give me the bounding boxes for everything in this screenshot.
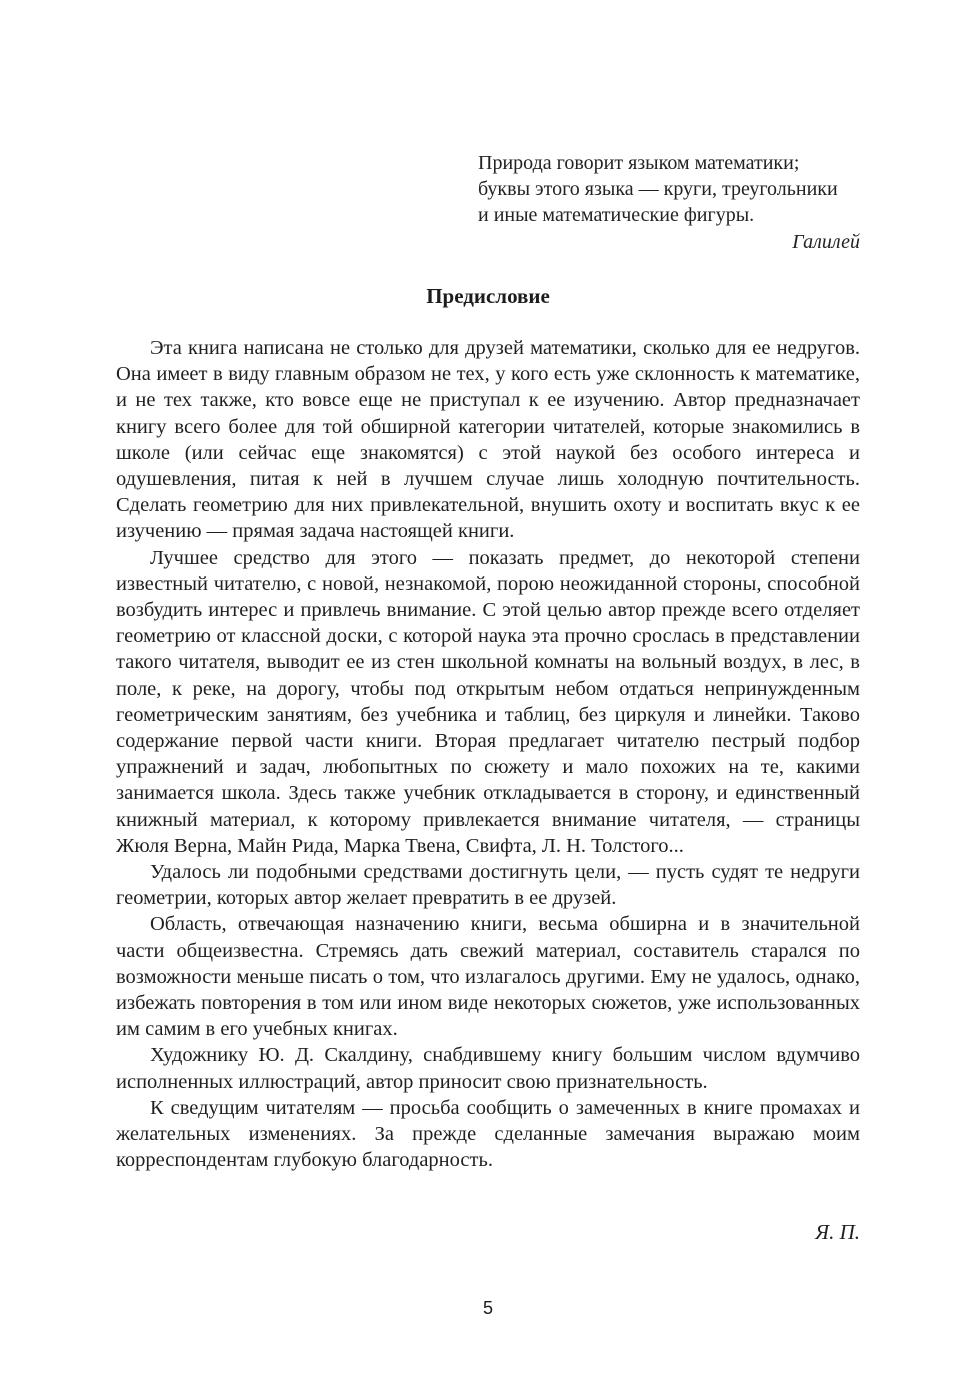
epigraph-line: Природа говорит языком математики;: [478, 152, 800, 174]
epigraph: [478, 150, 860, 255]
paragraph: Лучшее средство для этого — показать предмет, до некоторой степени известный читателю, с новой, незнакомой, порою неожиданной стороны, способной возбудить интерес и привлечь внимание. С этой целью автор прежде всего отделяет геометрию от классной доски, с которой наука эта прочно срослась в представлении такого читателя, выводит ее из стен школьной комнаты на вольный воздух, в лес, в поле, к реке, на дорогу, чтобы под открытым небом отдаться непринужденным геометрическим занятиям, без учебника и таблиц, без циркуля и линейки. Таково содержание первой части книги. Вторая предлагает читателю пестрый подбор упражнений и задач, любопытных по сюжету и мало похожих на те, какими занимается школа. Здесь также учебник откладывается в сторону, и единственный книжный материал, к которому привлекается внимание читателя, — страницы Жюля Верна, Майн Рида, Марка Твена, Свифта, Л. Н. Толстого...: [116, 546, 860, 857]
preface-body: [116, 335, 860, 1174]
paragraph: Удалось ли подобными средствами достигнуть цели, — пусть судят те недруги геометрии, которых автор желает превратить в ее друзей.: [116, 861, 860, 910]
epigraph-line: буквы этого языка — круги, треугольники: [478, 178, 838, 200]
paragraph: К сведущим читателям — просьба сообщить о замеченных в книге промахах и желательных изменениях. За прежде сделанные замечания выражаю моим корреспондентам глубокую благодарность.: [116, 1096, 860, 1172]
author-signature: Я. П.: [815, 1220, 860, 1244]
section-heading: Предисловие: [426, 284, 550, 308]
paragraph: Область, отвечающая назначению книги, весьма обширна и в значительной части общеизвестна. Стремясь дать свежий материал, составитель старался по возможности меньше писать о том, что излагалось другими. Ему не удалось, однако, избежать повторения в том или ином виде некоторых сюжетов, уже использованных им самим в его учебных книгах.: [116, 913, 860, 1041]
epigraph-line: и иные математические фигуры.: [478, 204, 755, 226]
paragraph: Художнику Ю. Д. Скалдину, снабдившему книгу большим числом вдумчиво исполненных иллюстраций, автор приносит свою признательность.: [116, 1044, 860, 1093]
paragraph: Эта книга написана не столько для друзей математики, сколько для ее недругов. Она имеет в виду главным образом не тех, у кого есть уже склонность к математике, и не тех также, кто вовсе еще не приступал к ее изучению. Автор предназначает книгу всего более для той обширной категории читателей, которые знакомились в школе (или сейчас еще знакомятся) с этой наукой без особого интереса и одушевления, питая к ней в лучшем случае лишь холодную почтительность. Сделать геометрию для них привлекательной, внушить охоту и воспитать вкус к ее изучению — прямая задача настоящей книги.: [116, 337, 860, 543]
epigraph-author: Галилей: [792, 231, 860, 253]
page-number: 5: [482, 1298, 493, 1318]
